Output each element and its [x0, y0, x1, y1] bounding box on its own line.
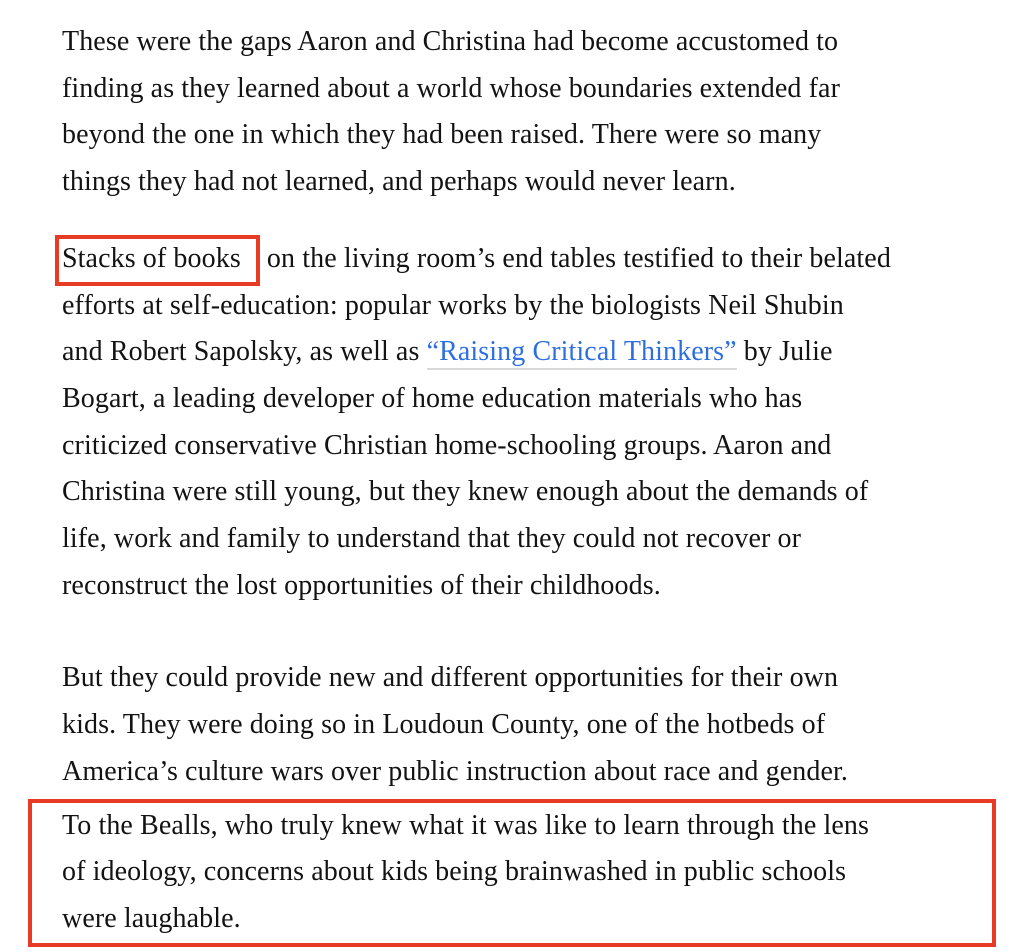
- text-segment: These were the gaps Aaron and Christina had become accustomed to: [62, 26, 839, 57]
- text-line: [62, 749, 1023, 796]
- paragraph: [62, 655, 1023, 946]
- text-segment: beyond the one in which they had been raised. There were so many: [62, 119, 822, 151]
- text-segment: To the Bealls, who truly knew what it was like to learn through the lens: [62, 809, 869, 841]
- text-line: [62, 655, 1023, 702]
- text-line: [62, 236, 1023, 283]
- text-segment: of ideology, concerns about kids being brainwashed in public schools: [62, 856, 847, 888]
- text-block: [62, 655, 1023, 795]
- text-line: [62, 469, 1023, 516]
- text-block: [62, 236, 1023, 610]
- text-line: [62, 702, 1023, 749]
- text-line: [62, 516, 1023, 563]
- text-segment: Bogart, a leading developer of home education materials who has: [62, 382, 803, 414]
- text-line: [62, 19, 1023, 66]
- paragraph: [62, 19, 1023, 206]
- text-segment: kids. They were doing so in Loudoun County, one of the hotbeds of: [62, 709, 826, 741]
- text-line: [62, 159, 1023, 206]
- text-segment: But they could provide new and different opportunities for their own: [62, 662, 839, 694]
- text-segment: efforts at self-education: popular works by the biologists Neil Shubin: [62, 289, 844, 321]
- text-line: [62, 563, 1023, 610]
- text-line: [62, 376, 1023, 423]
- text-line: [62, 423, 1023, 470]
- text-line: [62, 112, 1023, 159]
- text-segment: Christina were still young, but they knew enough about the demands of: [62, 476, 869, 508]
- text-line: [62, 66, 1023, 113]
- paragraph: [62, 236, 1023, 610]
- text-line: [62, 896, 992, 943]
- text-segment: America’s culture wars over public instruction about race and gender.: [62, 755, 848, 787]
- text-segment: on the living room’s end tables testified to their belated: [259, 242, 891, 274]
- text-segment: reconstruct the lost opportunities of their childhoods.: [62, 569, 661, 601]
- text-line: [62, 849, 992, 896]
- annotation-box-stacks-of-books: Stacks of books: [55, 235, 260, 286]
- text-segment: finding as they learned about a world whose boundaries extended far: [62, 72, 840, 104]
- text-line: [62, 329, 1023, 376]
- text-segment: things they had not learned, and perhaps would never learn.: [62, 166, 736, 198]
- text-segment: criticized conservative Christian home-schooling groups. Aaron and: [62, 429, 832, 461]
- text-block: [62, 19, 1023, 206]
- text-line: [62, 803, 992, 850]
- text-segment: and Robert Sapolsky, as well as: [62, 336, 427, 368]
- article-link-raising-critical-thinkers[interactable]: “Raising Critical Thinkers”: [427, 336, 737, 370]
- text-line: [62, 283, 1023, 330]
- annotation-box-sentence: [28, 799, 996, 947]
- text-segment: were laughable.: [62, 902, 241, 934]
- text-segment: life, work and family to understand that they could not recover or: [62, 523, 802, 555]
- text-segment: by Julie: [736, 336, 833, 368]
